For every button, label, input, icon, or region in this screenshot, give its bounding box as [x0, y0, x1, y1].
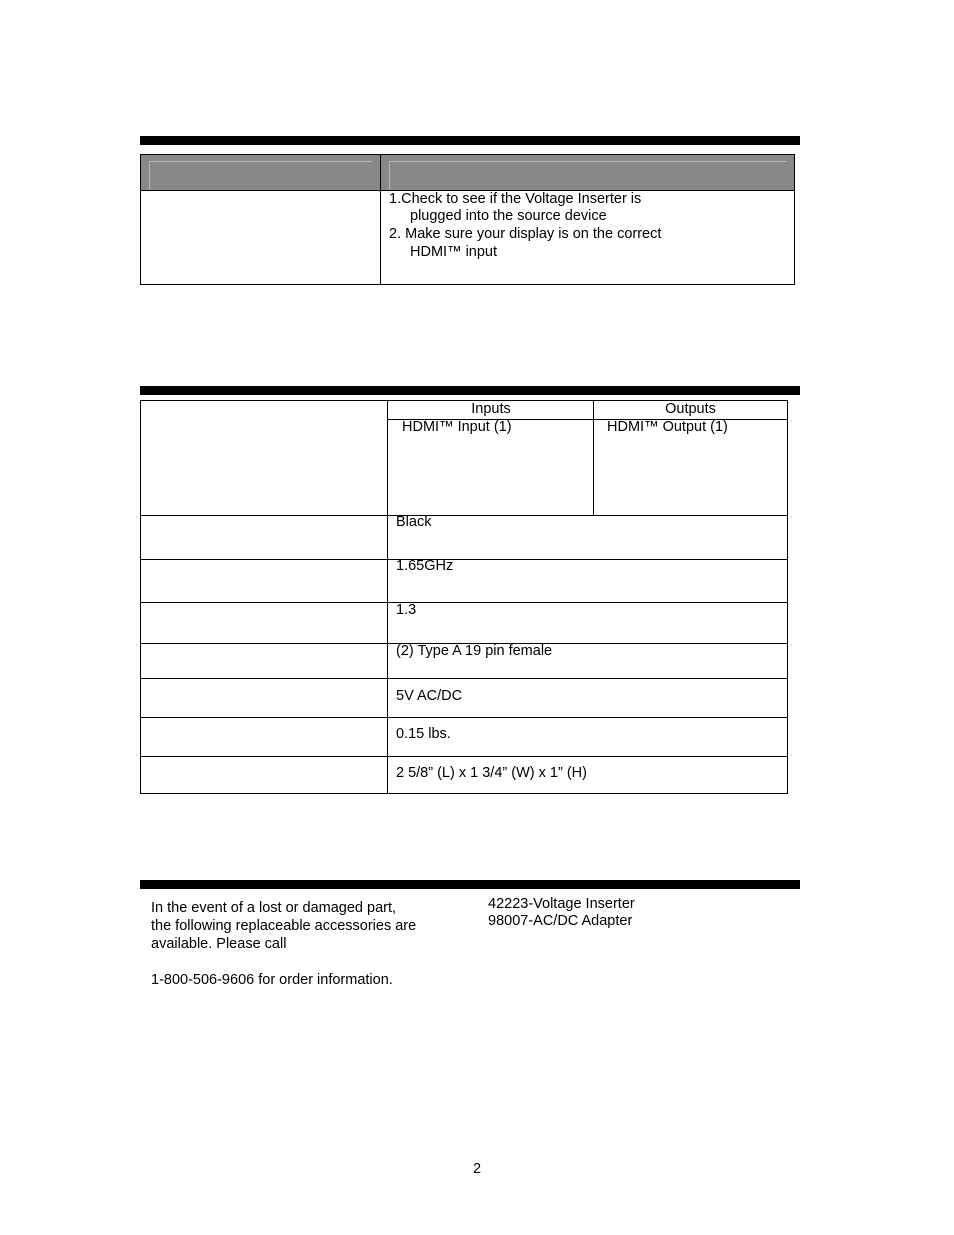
header-inset — [389, 161, 787, 190]
row-divider — [141, 559, 787, 560]
row-divider — [141, 717, 787, 718]
spec-value: 5V AC/DC — [396, 688, 463, 704]
row-divider — [141, 515, 787, 516]
spec-value: 1.65GHz — [396, 558, 454, 574]
solution-step-1: 1.Check to see if the Voltage Inserter is — [389, 191, 642, 207]
accessory-part: 98007-AC/DC Adapter — [488, 913, 633, 929]
input-value: HDMI™ Input (1) — [402, 419, 512, 435]
page-number: 2 — [472, 1161, 482, 1177]
section-bar-specifications — [140, 386, 800, 395]
spec-value: 2 5/8” (L) x 1 3/4” (W) x 1” (H) — [396, 765, 587, 781]
spec-value: 1.3 — [396, 602, 417, 618]
section-bar-troubleshooting — [140, 136, 800, 145]
column-divider — [387, 401, 388, 793]
section-bar-accessories — [140, 880, 800, 889]
row-divider — [141, 678, 787, 679]
column-divider — [380, 155, 381, 284]
inputs-header: Inputs — [471, 401, 511, 417]
accessories-intro-line: available. Please call — [151, 936, 287, 952]
accessories-phone: 1-800-506-9606 for order information. — [151, 972, 393, 988]
accessory-part: 42223-Voltage Inserter — [488, 896, 635, 912]
row-divider — [141, 602, 787, 603]
specifications-table — [140, 400, 788, 794]
accessories-intro-line: In the event of a lost or damaged part, — [151, 900, 397, 916]
solution-step-2-cont: HDMI™ input — [410, 244, 498, 260]
spec-value: (2) Type A 19 pin female — [396, 643, 553, 659]
output-value: HDMI™ Output (1) — [607, 419, 728, 435]
outputs-header: Outputs — [665, 401, 716, 417]
solution-step-2: 2. Make sure your display is on the correct — [389, 226, 662, 242]
row-divider — [141, 756, 787, 757]
spec-value: Black — [396, 514, 432, 530]
spec-value: 0.15 lbs. — [396, 726, 451, 742]
accessories-intro-line: the following replaceable accessories are — [151, 918, 417, 934]
solution-step-1-cont: plugged into the source device — [410, 208, 607, 224]
header-inset — [149, 161, 372, 190]
